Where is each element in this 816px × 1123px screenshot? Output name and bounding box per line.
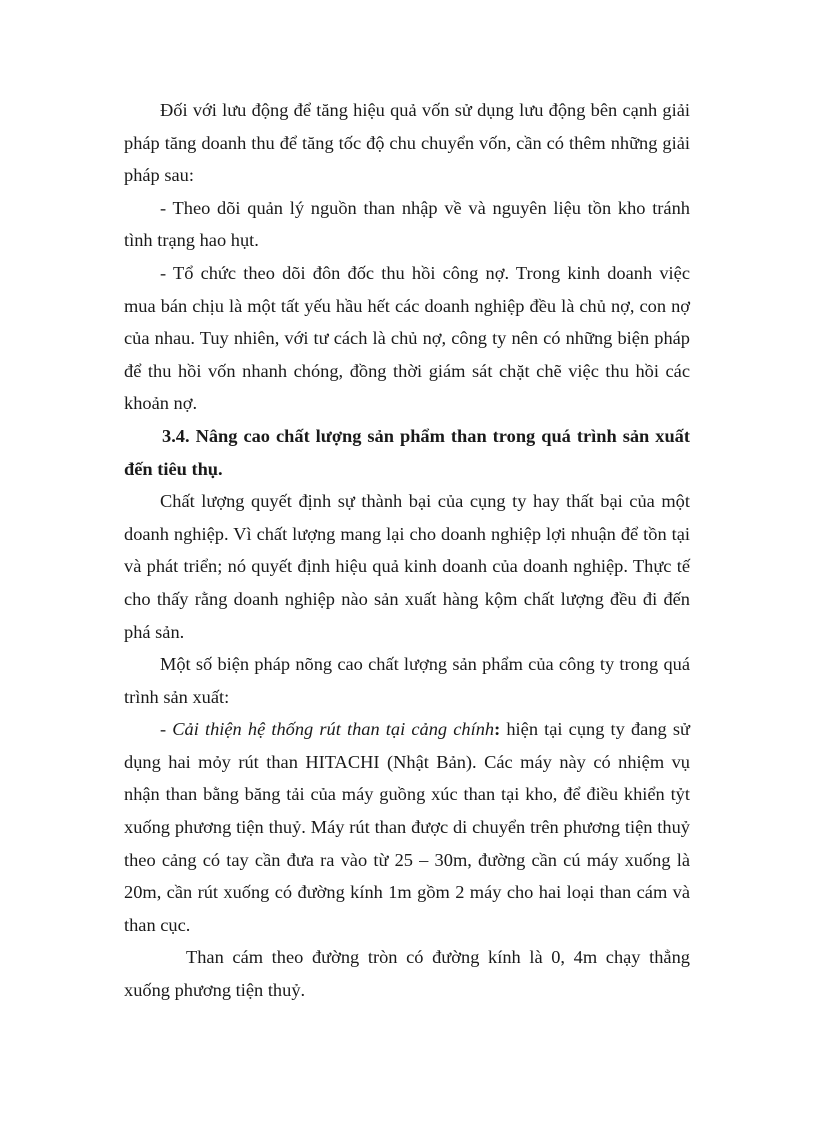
- section-heading-3-4: 3.4. Nâng cao chất lượng sản phẩm than trong quá trình sản xuất đến tiêu thụ.: [124, 425, 690, 479]
- paragraph-coal-unloading-body: hiện tại cụng ty đang sử dụng hai mỏy rút than HITACHI (Nhật Bản). Các máy này có nhiệm vụ nhận than bằng băng tải của máy guồng xúc than tại kho, để điều khiển tỷt xuống phương tiện thuỷ. Máy rút than được di chuyển trên phương tiện thuỷ theo cảng có tay cần đưa ra vào từ 25 – 30m, đường cần cú máy xuống là 20m, cần rút xuống có đường kính 1m gồm 2 máy cho hai loại than cám và than cục.: [124, 719, 690, 935]
- subheading-colon: :: [494, 719, 501, 740]
- paragraph-quality-importance: Chất lượng quyết định sự thành bại của cụng ty hay thất bại của một doanh nghiệp. Vì chất lượng mang lại cho doanh nghiệp lợi nhuận để tồn tại và phát triển; nó quyết định hiệu quả kinh doanh của doanh nghiệp. Thực tế cho thấy rằng doanh nghiệp nào sản xuất hàng kộm chất lượng đều đi đến phá sản.: [124, 491, 690, 642]
- paragraph-working-capital-intro: Đối với lưu động để tăng hiệu quả vốn sử dụng lưu động bên cạnh giải pháp tăng doanh thu để tăng tốc độ chu chuyển vốn, cần có thêm những giải pháp sau:: [124, 100, 690, 186]
- paragraph-debt-collection: - Tổ chức theo dõi đôn đốc thu hồi công nợ. Trong kinh doanh việc mua bán chịu là một tất yếu hầu hết các doanh nghiệp đều là chủ nợ, con nợ của nhau. Tuy nhiên, với tư cách là chủ nợ, công ty nên có những biện pháp để thu hồi vốn nhanh chóng, đồng thời giám sát chặt chẽ việc thu hồi các khoản nợ.: [124, 262, 690, 414]
- document-page: [124, 94, 690, 1007]
- paragraph-coal-unloading: [124, 713, 690, 941]
- paragraph-coal-inventory: - Theo dõi quản lý nguồn than nhập về và nguyên liệu tồn kho tránh tình trạng hao hụt.: [124, 197, 690, 251]
- paragraph-fine-coal: Than cám theo đường tròn có đường kính là 0, 4m chạy thẳng xuống phương tiện thuỷ.: [124, 947, 690, 1001]
- italic-subheading: Cải thiện hệ thống rút than tại cảng chính: [172, 719, 495, 740]
- bullet-dash: -: [160, 719, 173, 740]
- paragraph-quality-measures: Một số biện pháp nõng cao chất lượng sản phẩm của công ty trong quá trình sản xuất:: [124, 654, 690, 707]
